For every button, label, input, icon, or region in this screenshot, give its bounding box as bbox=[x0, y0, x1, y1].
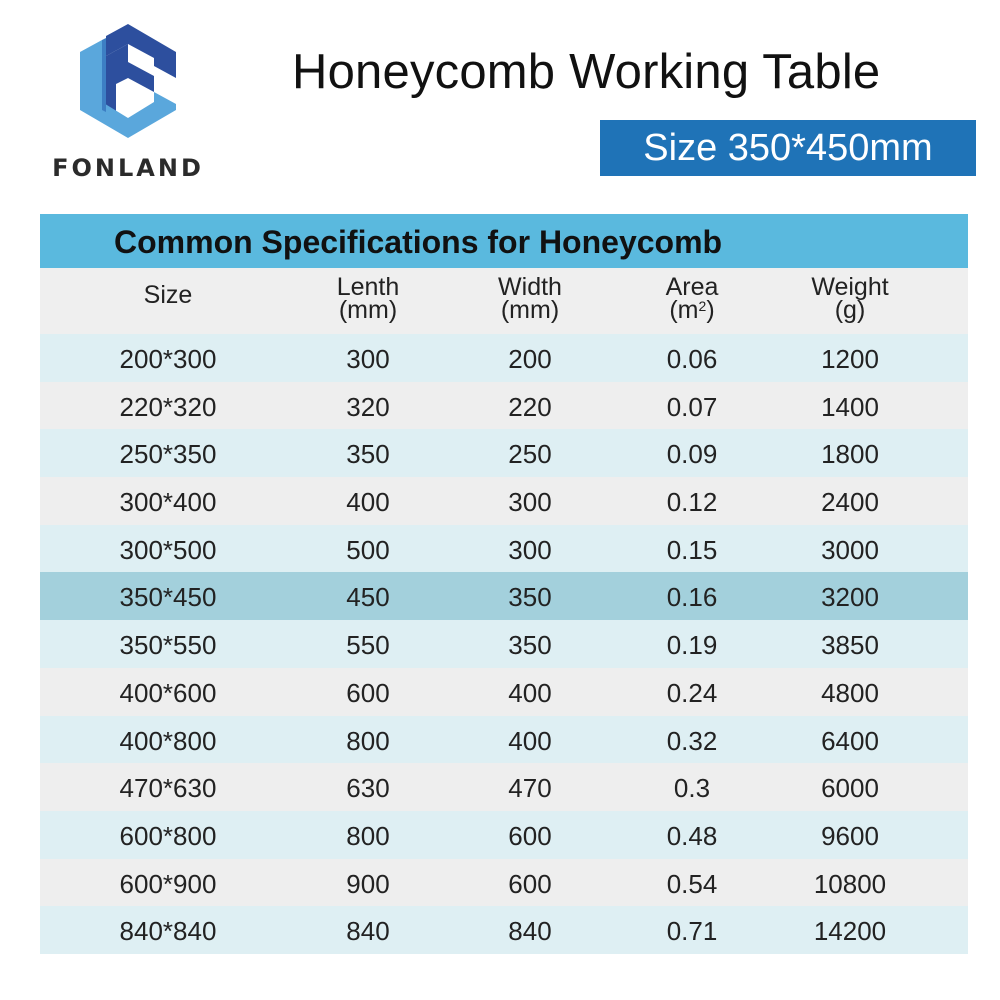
table-heading: Common Specifications for Honeycomb bbox=[40, 214, 968, 268]
table-row bbox=[40, 620, 968, 668]
table-row bbox=[40, 382, 968, 430]
cell-weight: 1800 bbox=[821, 439, 879, 470]
table-row bbox=[40, 811, 968, 859]
column-header-label: Area bbox=[665, 273, 719, 301]
table-row bbox=[40, 334, 968, 382]
cell-length: 800 bbox=[346, 725, 390, 756]
cell-area: 0.32 bbox=[666, 725, 718, 756]
spec-table bbox=[40, 214, 968, 954]
column-header-unit: (mm) bbox=[338, 296, 398, 324]
unit-prefix: (m bbox=[669, 296, 699, 324]
cell-length: 500 bbox=[346, 534, 390, 565]
cell-size: 350*450 bbox=[119, 582, 217, 613]
cell-length: 900 bbox=[346, 868, 390, 899]
brand-name: FONLAND bbox=[52, 154, 204, 182]
cell-width: 250 bbox=[508, 439, 552, 470]
cell-area: 0.54 bbox=[666, 868, 718, 899]
column-header-unit: (mm) bbox=[500, 296, 560, 324]
cell-length: 630 bbox=[346, 773, 390, 804]
table-row bbox=[40, 668, 968, 716]
cell-length: 320 bbox=[346, 391, 390, 422]
cell-weight: 9600 bbox=[821, 820, 879, 851]
table-body bbox=[40, 334, 968, 954]
cell-size: 840*840 bbox=[119, 916, 217, 947]
cell-area: 0.3 bbox=[673, 773, 711, 804]
cell-area: 0.09 bbox=[666, 439, 718, 470]
column-header-label: Size bbox=[143, 281, 193, 309]
page-title: Honeycomb Working Table bbox=[292, 45, 881, 99]
table-row bbox=[40, 429, 968, 477]
column-header-length bbox=[293, 273, 443, 324]
cell-weight: 4800 bbox=[821, 677, 879, 708]
cell-width: 600 bbox=[508, 868, 552, 899]
brand-logo bbox=[28, 22, 228, 192]
cell-length: 800 bbox=[346, 820, 390, 851]
fonland-logo-icon bbox=[76, 22, 180, 140]
cell-length: 350 bbox=[346, 439, 390, 470]
table-row bbox=[40, 716, 968, 764]
cell-width: 600 bbox=[508, 820, 552, 851]
cell-width: 400 bbox=[508, 677, 552, 708]
cell-width: 300 bbox=[508, 487, 552, 518]
table-row bbox=[40, 572, 968, 620]
cell-size: 600*900 bbox=[119, 868, 217, 899]
table-header-row bbox=[40, 268, 968, 334]
column-header-label: Width bbox=[498, 273, 562, 301]
cell-area: 0.15 bbox=[666, 534, 718, 565]
cell-size: 200*300 bbox=[119, 344, 217, 374]
table-row bbox=[40, 525, 968, 573]
cell-area: 0.24 bbox=[666, 677, 718, 708]
cell-size: 250*350 bbox=[119, 439, 217, 470]
table-row bbox=[40, 477, 968, 525]
column-header-weight bbox=[775, 273, 925, 324]
cell-width: 350 bbox=[508, 582, 552, 613]
cell-length: 600 bbox=[346, 677, 390, 708]
column-header-width bbox=[455, 273, 605, 324]
cell-width: 350 bbox=[508, 630, 552, 661]
cell-area: 0.71 bbox=[666, 916, 718, 947]
cell-width: 470 bbox=[508, 773, 552, 804]
column-header-area bbox=[617, 273, 767, 324]
cell-weight: 3850 bbox=[821, 630, 879, 661]
unit-suffix: ) bbox=[706, 296, 715, 324]
column-header-label: Lenth bbox=[336, 273, 400, 301]
cell-size: 300*500 bbox=[119, 534, 217, 565]
cell-size: 400*800 bbox=[119, 725, 217, 756]
cell-size: 300*400 bbox=[119, 487, 217, 518]
cell-width: 220 bbox=[508, 391, 552, 422]
cell-weight: 10800 bbox=[813, 868, 887, 899]
cell-width: 300 bbox=[508, 534, 552, 565]
column-header-unit bbox=[617, 296, 767, 324]
cell-width: 200 bbox=[508, 344, 552, 374]
cell-weight: 2400 bbox=[821, 487, 879, 518]
table-row bbox=[40, 763, 968, 811]
cell-length: 550 bbox=[346, 630, 390, 661]
cell-length: 450 bbox=[346, 582, 390, 613]
cell-weight: 14200 bbox=[813, 916, 887, 947]
unit-superscript: 2 bbox=[698, 298, 707, 314]
cell-area: 0.07 bbox=[666, 391, 718, 422]
column-header-label: Weight bbox=[811, 273, 889, 301]
cell-area: 0.06 bbox=[666, 344, 718, 374]
table-row bbox=[40, 906, 968, 954]
cell-size: 400*600 bbox=[119, 677, 217, 708]
cell-weight: 6000 bbox=[821, 773, 879, 804]
cell-size: 470*630 bbox=[119, 773, 217, 804]
cell-weight: 1200 bbox=[821, 344, 879, 374]
cell-weight: 3000 bbox=[821, 534, 879, 565]
cell-length: 400 bbox=[346, 487, 390, 518]
cell-weight: 1400 bbox=[821, 391, 879, 422]
cell-length: 300 bbox=[346, 344, 390, 374]
table-row bbox=[40, 859, 968, 907]
cell-area: 0.12 bbox=[666, 487, 718, 518]
column-header-size bbox=[93, 281, 243, 309]
cell-size: 350*550 bbox=[119, 630, 217, 661]
size-badge: Size 350*450mm bbox=[600, 120, 976, 176]
cell-width: 840 bbox=[508, 916, 552, 947]
column-header-unit: (g) bbox=[834, 296, 866, 324]
cell-weight: 6400 bbox=[821, 725, 879, 756]
cell-area: 0.16 bbox=[666, 582, 718, 613]
cell-size: 220*320 bbox=[119, 391, 217, 422]
cell-length: 840 bbox=[346, 916, 390, 947]
cell-width: 400 bbox=[508, 725, 552, 756]
cell-weight: 3200 bbox=[821, 582, 879, 613]
cell-size: 600*800 bbox=[119, 820, 217, 851]
cell-area: 0.48 bbox=[666, 820, 718, 851]
cell-area: 0.19 bbox=[666, 630, 718, 661]
